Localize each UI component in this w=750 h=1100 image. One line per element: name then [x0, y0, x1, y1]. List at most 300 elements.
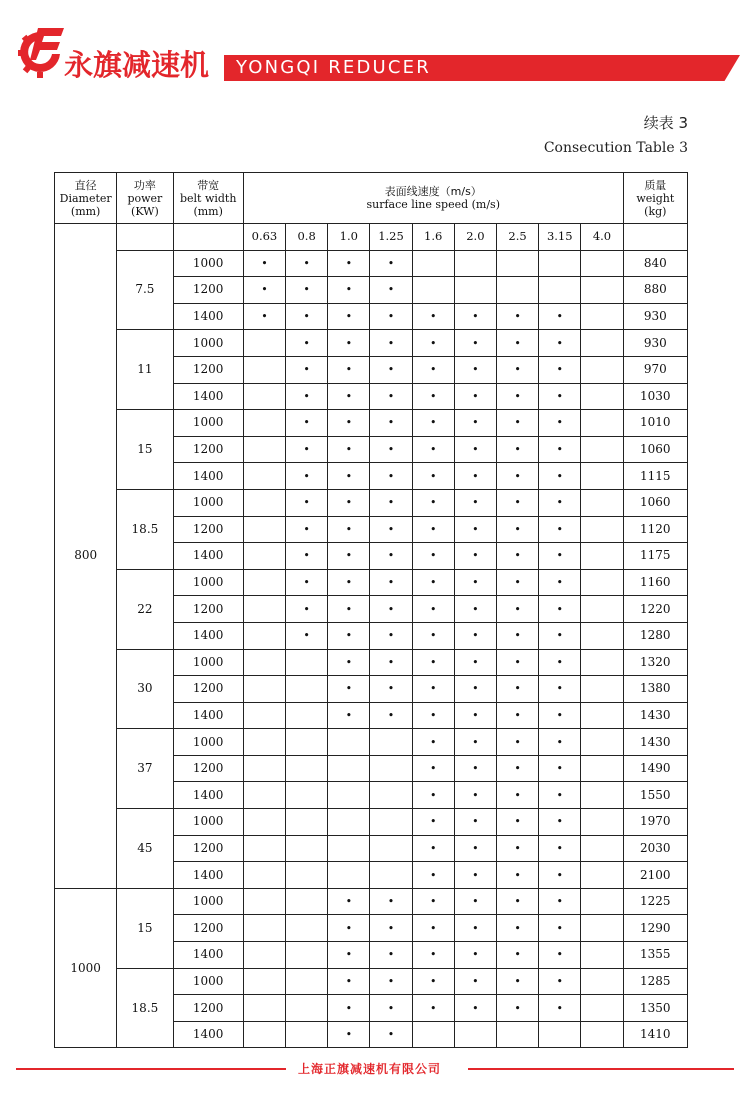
speed-mark-cell — [328, 649, 370, 676]
belt-cell: 1200 — [173, 915, 243, 942]
speed-mark-cell — [454, 942, 496, 969]
available-dot: • — [556, 522, 563, 536]
speed-mark-cell — [328, 995, 370, 1022]
available-dot: • — [387, 629, 395, 643]
speed-mark-cell — [243, 596, 285, 623]
available-dot: • — [472, 363, 479, 377]
available-dot: • — [556, 735, 563, 749]
speed-mark-cell — [412, 250, 454, 277]
available-dot: • — [345, 443, 353, 457]
speed-mark-cell — [581, 489, 623, 516]
available-dot: • — [387, 283, 395, 297]
speed-mark-cell — [454, 463, 496, 490]
speed-mark-cell — [539, 463, 581, 490]
weight-cell: 1010 — [623, 410, 687, 437]
available-dot: • — [345, 336, 353, 350]
speed-mark-cell — [496, 835, 538, 862]
brand-name-cn: 永旗减速机 — [64, 48, 210, 82]
speed-mark-cell — [328, 356, 370, 383]
available-dot: • — [387, 602, 395, 616]
available-dot: • — [514, 629, 521, 643]
speed-mark-cell — [370, 250, 412, 277]
speed-mark-cell — [454, 809, 496, 836]
available-dot: • — [345, 682, 353, 696]
belt-cell: 1200 — [173, 596, 243, 623]
speed-mark-cell — [370, 888, 412, 915]
available-dot: • — [387, 363, 395, 377]
available-dot: • — [472, 841, 479, 855]
speed-mark-cell — [454, 729, 496, 756]
speed-mark-cell — [496, 436, 538, 463]
speed-mark-cell — [286, 277, 328, 304]
weight-cell: 1115 — [623, 463, 687, 490]
available-dot: • — [556, 1001, 563, 1015]
available-dot: • — [345, 1001, 353, 1015]
speed-mark-cell — [496, 755, 538, 782]
speed-mark-cell — [539, 755, 581, 782]
available-dot: • — [472, 336, 479, 350]
available-dot: • — [387, 549, 395, 563]
speed-mark-cell — [581, 543, 623, 570]
available-dot: • — [429, 974, 437, 988]
speed-mark-cell — [581, 356, 623, 383]
belt-header-cn: 带宽 — [197, 178, 220, 192]
speed-mark-cell — [328, 782, 370, 809]
speed-mark-cell — [454, 995, 496, 1022]
available-dot: • — [303, 443, 310, 457]
available-dot: • — [387, 416, 395, 430]
available-dot: • — [429, 708, 437, 722]
page-header — [0, 0, 750, 100]
speed-mark-cell — [370, 303, 412, 330]
speed-mark-cell — [581, 436, 623, 463]
speed-mark-cell — [581, 330, 623, 357]
available-dot: • — [429, 522, 437, 536]
weight-cell: 1285 — [623, 968, 687, 995]
available-dot: • — [345, 522, 353, 536]
power-cell: 18.5 — [117, 489, 173, 569]
speed-value-header: 1.6 — [412, 224, 454, 251]
speed-mark-cell — [581, 729, 623, 756]
available-dot: • — [472, 895, 479, 909]
spec-table — [54, 172, 688, 1048]
belt-cell: 1400 — [173, 782, 243, 809]
speed-mark-cell — [454, 622, 496, 649]
speed-mark-cell — [539, 968, 581, 995]
header-row — [55, 173, 688, 224]
speed-mark-cell — [328, 968, 370, 995]
available-dot: • — [345, 310, 353, 324]
speed-mark-cell — [243, 383, 285, 410]
speed-mark-cell — [286, 516, 328, 543]
speed-value-header: 4.0 — [581, 224, 623, 251]
speed-mark-cell — [370, 702, 412, 729]
speed-mark-cell — [370, 516, 412, 543]
weight-header-unit: (kg) — [644, 204, 667, 218]
power-cell: 15 — [117, 410, 173, 490]
belt-cell: 1400 — [173, 702, 243, 729]
available-dot: • — [429, 416, 437, 430]
weight-cell: 1290 — [623, 915, 687, 942]
speed-mark-cell — [539, 383, 581, 410]
belt-cell: 1000 — [173, 649, 243, 676]
belt-cell: 1200 — [173, 995, 243, 1022]
gear-flag-logo-icon — [14, 24, 66, 80]
available-dot: • — [472, 469, 479, 483]
speed-mark-cell — [539, 596, 581, 623]
available-dot: • — [472, 416, 479, 430]
available-dot: • — [514, 416, 521, 430]
power-cell: 37 — [117, 729, 173, 809]
speed-mark-cell — [412, 330, 454, 357]
available-dot: • — [387, 576, 395, 590]
speed-mark-cell — [286, 888, 328, 915]
speed-mark-cell — [496, 968, 538, 995]
speed-mark-cell — [412, 569, 454, 596]
available-dot: • — [556, 868, 563, 882]
available-dot: • — [387, 389, 395, 403]
available-dot: • — [345, 948, 353, 962]
available-dot: • — [429, 841, 437, 855]
available-dot: • — [472, 708, 479, 722]
speed-mark-cell — [412, 1021, 454, 1048]
available-dot: • — [429, 735, 437, 749]
available-dot: • — [514, 496, 521, 510]
belt-cell: 1200 — [173, 755, 243, 782]
available-dot: • — [472, 1001, 479, 1015]
available-dot: • — [303, 256, 310, 270]
belt-header-en: belt width — [179, 191, 237, 205]
available-dot: • — [556, 762, 563, 776]
speed-mark-cell — [370, 835, 412, 862]
available-dot: • — [345, 576, 353, 590]
power-header-cn: 功率 — [133, 178, 156, 192]
available-dot: • — [556, 336, 563, 350]
weight-cell: 1430 — [623, 729, 687, 756]
available-dot: • — [514, 363, 521, 377]
available-dot: • — [514, 762, 521, 776]
speed-mark-cell — [243, 1021, 285, 1048]
available-dot: • — [514, 788, 521, 802]
available-dot: • — [514, 974, 521, 988]
speed-mark-cell — [454, 543, 496, 570]
speed-mark-cell — [539, 915, 581, 942]
weight-cell: 1060 — [623, 436, 687, 463]
speed-mark-cell — [370, 330, 412, 357]
available-dot: • — [303, 602, 310, 616]
speed-mark-cell — [496, 622, 538, 649]
speed-mark-cell — [328, 1021, 370, 1048]
available-dot: • — [429, 389, 437, 403]
available-dot: • — [556, 921, 563, 935]
speed-mark-cell — [496, 383, 538, 410]
weight-cell: 1175 — [623, 543, 687, 570]
available-dot: • — [556, 496, 563, 510]
speed-mark-cell — [243, 569, 285, 596]
weight-cell: 1120 — [623, 516, 687, 543]
belt-cell: 1400 — [173, 622, 243, 649]
speed-mark-cell — [539, 489, 581, 516]
belt-cell: 1200 — [173, 676, 243, 703]
available-dot: • — [387, 310, 395, 324]
speed-values-row — [55, 224, 688, 251]
speed-mark-cell — [581, 569, 623, 596]
speed-mark-cell — [370, 277, 412, 304]
available-dot: • — [472, 788, 479, 802]
available-dot: • — [514, 522, 521, 536]
speed-mark-cell — [328, 835, 370, 862]
speed-mark-cell — [496, 702, 538, 729]
speed-mark-cell — [286, 463, 328, 490]
diameter-header-unit: (mm) — [70, 204, 101, 218]
available-dot: • — [387, 443, 395, 457]
available-dot: • — [345, 974, 353, 988]
speed-mark-cell — [286, 303, 328, 330]
speed-mark-cell — [370, 489, 412, 516]
weight-cell: 1030 — [623, 383, 687, 410]
speed-mark-cell — [496, 888, 538, 915]
speed-mark-cell — [412, 303, 454, 330]
belt-cell: 1000 — [173, 968, 243, 995]
available-dot: • — [472, 815, 479, 829]
available-dot: • — [345, 496, 353, 510]
speed-mark-cell — [496, 596, 538, 623]
belt-cell: 1000 — [173, 489, 243, 516]
speed-mark-cell — [454, 1021, 496, 1048]
speed-mark-cell — [539, 436, 581, 463]
available-dot: • — [472, 496, 479, 510]
speed-mark-cell — [328, 250, 370, 277]
weight-cell: 1430 — [623, 702, 687, 729]
weight-cell: 930 — [623, 330, 687, 357]
available-dot: • — [514, 336, 521, 350]
power-header-en: power — [127, 191, 163, 205]
speed-mark-cell — [412, 410, 454, 437]
speed-mark-cell — [328, 436, 370, 463]
weight-cell: 2100 — [623, 862, 687, 889]
speed-mark-cell — [539, 702, 581, 729]
speed-mark-cell — [243, 995, 285, 1022]
speed-mark-cell — [412, 968, 454, 995]
speed-mark-cell — [454, 489, 496, 516]
speed-mark-cell — [412, 835, 454, 862]
weight-cell: 1320 — [623, 649, 687, 676]
speed-mark-cell — [286, 729, 328, 756]
belt-cell: 1200 — [173, 356, 243, 383]
speed-mark-cell — [243, 676, 285, 703]
available-dot: • — [556, 576, 563, 590]
power-cell: 45 — [117, 809, 173, 889]
available-dot: • — [556, 389, 563, 403]
available-dot: • — [429, 762, 437, 776]
speed-mark-cell — [286, 649, 328, 676]
speed-mark-cell — [539, 729, 581, 756]
speed-mark-cell — [496, 649, 538, 676]
speed-mark-cell — [496, 303, 538, 330]
speed-mark-cell — [581, 862, 623, 889]
belt-cell: 1400 — [173, 303, 243, 330]
table-row — [55, 649, 688, 676]
speed-mark-cell — [370, 942, 412, 969]
speed-mark-cell — [581, 649, 623, 676]
speed-mark-cell — [286, 995, 328, 1022]
available-dot: • — [514, 921, 521, 935]
available-dot: • — [429, 363, 437, 377]
speed-mark-cell — [370, 356, 412, 383]
speed-mark-cell — [243, 489, 285, 516]
speed-mark-cell — [496, 410, 538, 437]
available-dot: • — [303, 416, 310, 430]
speed-mark-cell — [496, 330, 538, 357]
available-dot: • — [556, 974, 563, 988]
belt-cell: 1000 — [173, 330, 243, 357]
speed-mark-cell — [412, 702, 454, 729]
speed-mark-cell — [412, 463, 454, 490]
speed-mark-cell — [370, 1021, 412, 1048]
table-row — [55, 250, 688, 277]
speed-mark-cell — [412, 516, 454, 543]
speed-mark-cell — [286, 543, 328, 570]
available-dot: • — [387, 522, 395, 536]
available-dot: • — [472, 948, 479, 962]
available-dot: • — [429, 576, 437, 590]
belt-cell: 1000 — [173, 729, 243, 756]
speed-mark-cell — [328, 702, 370, 729]
speed-mark-cell — [454, 410, 496, 437]
available-dot: • — [472, 310, 479, 324]
speed-mark-cell — [454, 862, 496, 889]
speed-mark-cell — [370, 676, 412, 703]
available-dot: • — [303, 310, 310, 324]
available-dot: • — [472, 868, 479, 882]
speed-mark-cell — [286, 356, 328, 383]
speed-mark-cell — [539, 862, 581, 889]
speed-mark-cell — [370, 755, 412, 782]
available-dot: • — [261, 310, 268, 324]
speed-mark-cell — [286, 702, 328, 729]
diameter-header — [55, 173, 117, 224]
available-dot: • — [429, 788, 437, 802]
speed-mark-cell — [496, 809, 538, 836]
speed-mark-cell — [370, 596, 412, 623]
weight-cell: 1550 — [623, 782, 687, 809]
speed-mark-cell — [412, 489, 454, 516]
available-dot: • — [472, 974, 479, 988]
speed-mark-cell — [370, 862, 412, 889]
speed-mark-cell — [496, 942, 538, 969]
available-dot: • — [345, 895, 353, 909]
available-dot: • — [303, 522, 310, 536]
speed-value-header: 0.8 — [286, 224, 328, 251]
speed-mark-cell — [370, 729, 412, 756]
speed-mark-cell — [243, 862, 285, 889]
speed-mark-cell — [496, 543, 538, 570]
speed-mark-cell — [243, 543, 285, 570]
speed-mark-cell — [243, 809, 285, 836]
weight-sub-cell — [623, 224, 687, 251]
table-row — [55, 968, 688, 995]
speed-mark-cell — [328, 463, 370, 490]
speed-mark-cell — [454, 516, 496, 543]
available-dot: • — [514, 708, 521, 722]
available-dot: • — [387, 682, 395, 696]
speed-mark-cell — [328, 915, 370, 942]
belt-cell: 1000 — [173, 250, 243, 277]
available-dot: • — [429, 336, 437, 350]
speed-mark-cell — [370, 569, 412, 596]
table-row — [55, 330, 688, 357]
weight-cell: 1280 — [623, 622, 687, 649]
speed-mark-cell — [370, 410, 412, 437]
speed-mark-cell — [581, 809, 623, 836]
speed-mark-cell — [243, 782, 285, 809]
table-row — [55, 888, 688, 915]
power-cell: 22 — [117, 569, 173, 649]
available-dot: • — [514, 1001, 521, 1015]
available-dot: • — [472, 443, 479, 457]
speed-mark-cell — [581, 702, 623, 729]
speed-mark-cell — [454, 436, 496, 463]
available-dot: • — [387, 708, 395, 722]
speed-mark-cell — [412, 729, 454, 756]
available-dot: • — [303, 549, 310, 563]
speed-mark-cell — [539, 543, 581, 570]
speed-mark-cell — [243, 330, 285, 357]
belt-cell: 1200 — [173, 835, 243, 862]
speed-mark-cell — [370, 968, 412, 995]
available-dot: • — [345, 469, 353, 483]
speed-mark-cell — [454, 915, 496, 942]
available-dot: • — [429, 443, 437, 457]
weight-cell: 2030 — [623, 835, 687, 862]
available-dot: • — [429, 496, 437, 510]
available-dot: • — [514, 389, 521, 403]
speed-mark-cell — [496, 782, 538, 809]
available-dot: • — [387, 974, 395, 988]
speed-mark-cell — [581, 942, 623, 969]
speed-mark-cell — [370, 649, 412, 676]
available-dot: • — [472, 629, 479, 643]
available-dot: • — [345, 655, 353, 669]
speed-mark-cell — [328, 676, 370, 703]
speed-mark-cell — [286, 915, 328, 942]
speed-mark-cell — [370, 622, 412, 649]
available-dot: • — [514, 310, 521, 324]
speed-mark-cell — [539, 410, 581, 437]
diameter-header-en: Diameter — [59, 191, 112, 205]
weight-cell: 1410 — [623, 1021, 687, 1048]
spec-table-wrapper — [54, 172, 688, 1048]
available-dot: • — [514, 602, 521, 616]
available-dot: • — [387, 496, 395, 510]
speed-mark-cell — [370, 463, 412, 490]
speed-mark-cell — [581, 915, 623, 942]
speed-mark-cell — [454, 676, 496, 703]
weight-cell: 1490 — [623, 755, 687, 782]
speed-mark-cell — [496, 995, 538, 1022]
available-dot: • — [556, 629, 563, 643]
speed-mark-cell — [581, 995, 623, 1022]
diameter-cell: 800 — [55, 224, 117, 889]
speed-mark-cell — [539, 649, 581, 676]
speed-mark-cell — [412, 862, 454, 889]
weight-cell: 1970 — [623, 809, 687, 836]
speed-mark-cell — [539, 676, 581, 703]
speed-mark-cell — [328, 543, 370, 570]
speed-mark-cell — [496, 463, 538, 490]
speed-mark-cell — [286, 782, 328, 809]
weight-cell: 1380 — [623, 676, 687, 703]
